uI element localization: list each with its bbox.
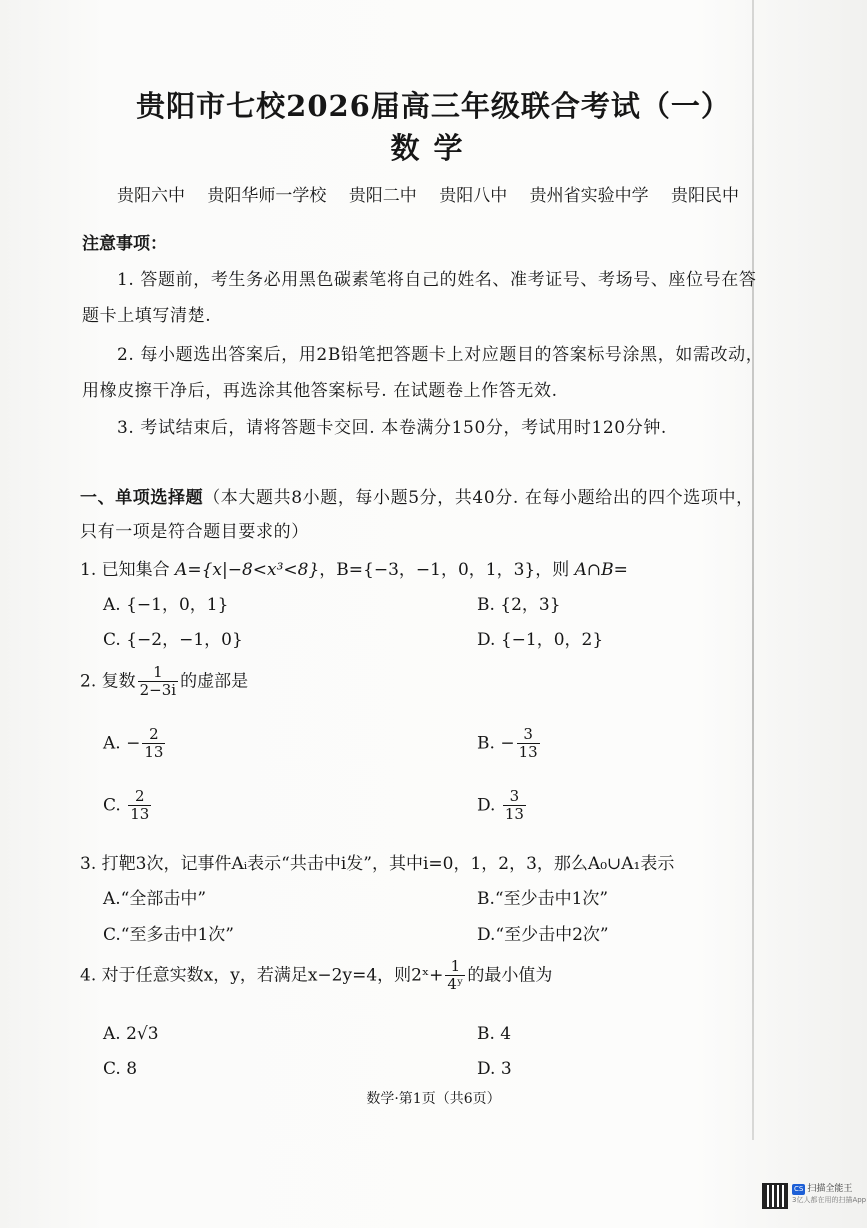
notice-item-2: 2. 每小题选出答案后，用2B铅笔把答题卡上对应题目的答案标号涂黑，如需改动， <box>117 345 764 365</box>
fraction-denominator: 2−3i <box>139 681 177 700</box>
question-3 <box>80 849 674 874</box>
notice-heading: 注意事项： <box>82 234 167 254</box>
fraction <box>517 726 540 762</box>
question-tail: A∩B= <box>574 560 628 580</box>
school-name: 贵阳华师一学校 <box>207 186 327 206</box>
question-stem: 对于任意实数x，y，若满足x−2y=4，则2ˣ+ <box>101 965 444 986</box>
question-stem: 已知集合 <box>101 560 170 580</box>
set-b: ，B={−3，−1，0，1，3}，则 <box>319 560 570 580</box>
fraction-denominator: 13 <box>504 805 524 824</box>
option-b: B.“至少击中1次” <box>477 889 609 909</box>
option-d: D. {−1，0，2} <box>477 630 604 650</box>
question-number: 4. <box>80 965 97 986</box>
option-c: C.“至多击中1次” <box>103 925 235 945</box>
fraction <box>503 788 526 824</box>
option-a <box>103 726 167 762</box>
question-stem: 复数 <box>101 671 136 692</box>
fraction <box>128 788 151 824</box>
question-stem-end: 的虚部是 <box>180 671 249 692</box>
fraction <box>445 958 465 994</box>
school-name: 贵阳民中 <box>671 186 740 206</box>
option-c <box>103 788 153 824</box>
option-d: D.“至少击中2次” <box>477 925 609 945</box>
option-label: D. <box>477 795 496 816</box>
exam-title: 贵阳市七校2026届高三年级联合考试（一） <box>136 89 731 123</box>
exam-subject: 数学 <box>390 131 477 165</box>
school-name: 贵阳六中 <box>117 186 185 206</box>
notice-item-1: 1. 答题前，考生务必用黑色碳素笔将自己的姓名、准考证号、考场号、座位号在答 <box>117 270 757 290</box>
option-c: C. {−2，−1，0} <box>103 630 243 650</box>
option-c: C. 8 <box>103 1059 138 1079</box>
scanner-app-name: 扫描全能王 <box>807 1184 853 1194</box>
option-a: A. {−1，0，1} <box>103 595 229 615</box>
option-a: A. 2√3 <box>103 1024 159 1044</box>
fraction-denominator: 13 <box>518 743 538 762</box>
scanner-app-icon: CS <box>794 1185 804 1193</box>
school-name: 贵阳八中 <box>439 186 508 206</box>
fraction-numerator: 3 <box>503 788 526 806</box>
section-desc-cont: 只有一项是符合题目要求的） <box>80 522 309 542</box>
option-a: A.“全部击中” <box>103 889 207 909</box>
fraction-denominator: 13 <box>130 805 150 824</box>
option-b: B. {2，3} <box>477 595 561 615</box>
qr-code-icon <box>762 1183 788 1209</box>
section-title: 一、单项选择题 <box>80 488 204 508</box>
school-name: 贵州省实验中学 <box>529 186 649 206</box>
question-number: 1. <box>80 560 97 580</box>
fraction-numerator: 2 <box>142 726 165 744</box>
question-number: 2. <box>80 671 97 692</box>
page-footer: 数学·第1页（共6页） <box>366 1091 501 1107</box>
minus-sign: − <box>500 733 515 754</box>
scanner-watermark <box>792 1184 866 1206</box>
question-4 <box>80 958 552 994</box>
set-a: A={x|−8<x³<8} <box>175 560 320 580</box>
fraction-numerator: 1 <box>138 664 178 682</box>
page-edge-shadow <box>752 0 754 1140</box>
school-name: 贵阳二中 <box>348 186 417 206</box>
option-label: A. <box>103 733 121 754</box>
question-stem: 打靶3次，记事件Aᵢ表示“共击中i发”，其中i=0，1，2，3，那么A₀∪A₁表示 <box>101 854 675 874</box>
fraction-denominator: 13 <box>144 743 164 762</box>
notice-item-2-cont: 用橡皮擦干净后，再选涂其他答案标号. 在试题卷上作答无效. <box>82 381 558 401</box>
fraction-denominator: 4ʸ <box>447 975 464 994</box>
option-b <box>477 726 542 762</box>
section-heading <box>80 483 754 508</box>
question-number: 3. <box>80 854 97 874</box>
option-label: B. <box>477 733 495 754</box>
section-desc: （本大题共8小题，每小题5分，共40分. 在每小题给出的四个选项中， <box>203 488 754 508</box>
fraction <box>142 726 165 762</box>
scanner-tagline: 3亿人都在用的扫描App <box>792 1196 867 1204</box>
notice-item-3: 3. 考试结束后，请将答题卡交回. 本卷满分150分，考试用时120分钟. <box>117 418 667 438</box>
question-stem-end: 的最小值为 <box>467 965 553 986</box>
option-b: B. 4 <box>477 1024 512 1044</box>
school-list <box>117 181 756 206</box>
fraction-numerator: 3 <box>517 726 540 744</box>
option-d <box>477 788 528 824</box>
option-label: C. <box>103 795 121 816</box>
fraction-numerator: 1 <box>445 958 465 976</box>
fraction <box>138 664 178 700</box>
minus-sign: − <box>126 733 141 754</box>
fraction-numerator: 2 <box>128 788 151 806</box>
notice-item-1-cont: 题卡上填写清楚. <box>82 306 212 326</box>
question-2 <box>80 664 248 700</box>
option-d: D. 3 <box>477 1059 512 1079</box>
question-1 <box>80 555 628 580</box>
